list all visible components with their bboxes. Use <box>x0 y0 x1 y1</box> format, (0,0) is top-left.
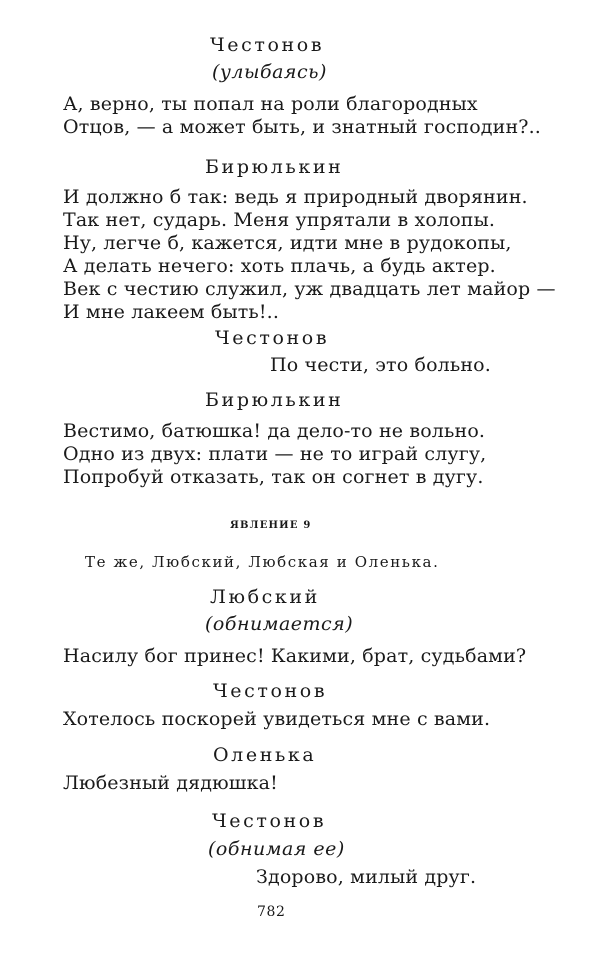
stage-direction: (улыбаясь) <box>212 61 327 83</box>
verse-line: Здорово, милый друг. <box>256 866 477 888</box>
page-number: 782 <box>257 904 286 920</box>
verse-line: И мне лакеем быть!.. <box>63 301 280 323</box>
verse-line: Век с честию служил, уж двадцать лет майор — <box>63 278 556 300</box>
verse-line: А, верно, ты попал на роли благородных <box>63 93 478 115</box>
scene-heading: ЯВЛЕНИЕ 9 <box>230 520 312 531</box>
speaker-name: Честонов <box>215 327 330 349</box>
verse-line: По чести, это больно. <box>270 354 491 376</box>
speaker-name: Честонов <box>213 680 328 702</box>
verse-line: Любезный дядюшка! <box>63 772 278 794</box>
stage-direction: (обнимая ее) <box>208 838 345 860</box>
verse-line: Хотелось поскорей увидеться мне с вами. <box>63 708 491 730</box>
speaker-name: Бирюлькин <box>205 156 344 178</box>
verse-line: Одно из двух: плати — не то играй слугу, <box>63 443 487 465</box>
stage-direction: (обнимается) <box>205 613 354 635</box>
verse-line: Отцов, — а может быть, и знатный господин?.. <box>63 116 542 138</box>
speaker-name: Оленька <box>213 744 317 766</box>
speaker-name: Бирюлькин <box>205 389 344 411</box>
speaker-name: Любский <box>210 586 320 608</box>
speaker-name: Честонов <box>212 810 327 832</box>
verse-line: Насилу бог принес! Какими, брат, судьбами? <box>63 645 527 667</box>
verse-line: Так нет, сударь. Меня упрятали в холопы. <box>63 209 496 231</box>
speaker-name: Честонов <box>210 34 325 56</box>
verse-line: И должно б так: ведь я природный дворянин. <box>63 186 528 208</box>
verse-line: А делать нечего: хоть плачь, а будь актер. <box>63 255 496 277</box>
verse-line: Вестимо, батюшка! да дело-то не вольно. <box>63 420 486 442</box>
verse-line: Ну, легче б, кажется, идти мне в рудокопы, <box>63 232 512 254</box>
verse-line: Попробуй отказать, так он согнет в дугу. <box>63 466 484 488</box>
cast-list: Те же, Любский, Любская и Оленька. <box>85 553 440 571</box>
